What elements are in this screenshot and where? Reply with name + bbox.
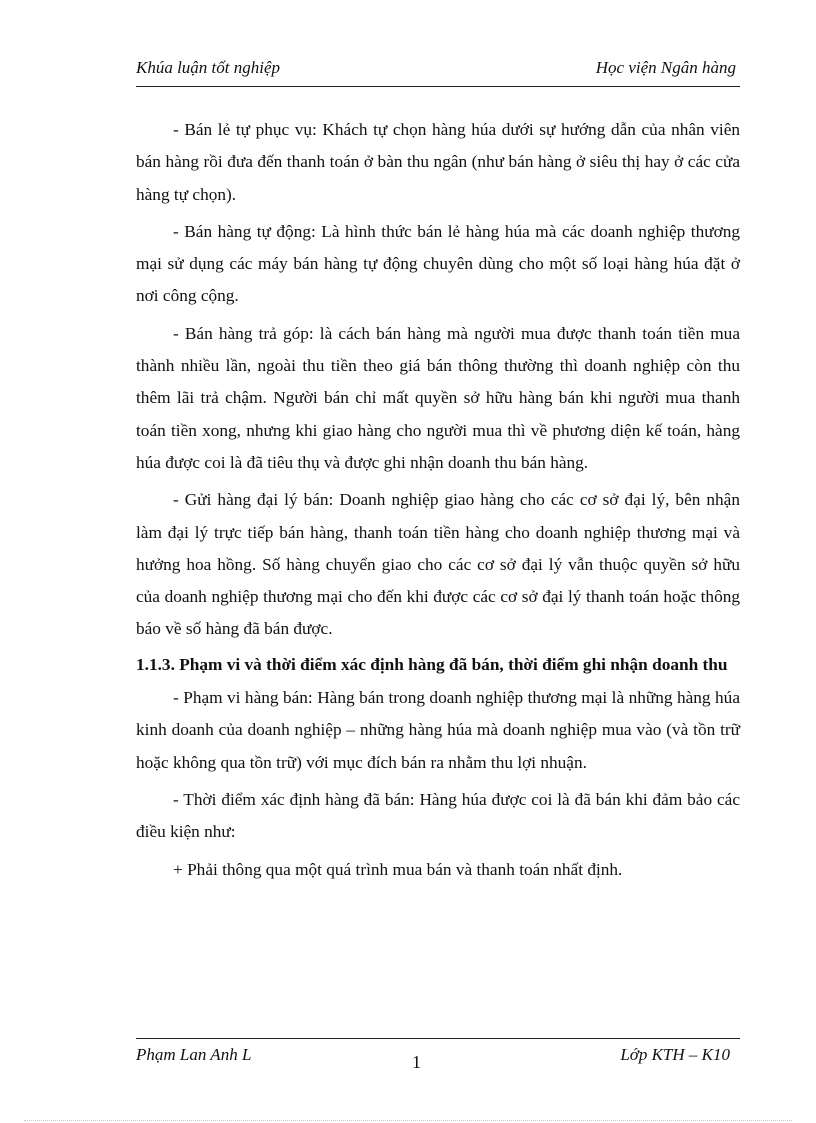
page-number: 1 [412, 1052, 421, 1072]
paragraph-sales-scope: - Phạm vi hàng bán: Hàng bán trong doanh nghiệp thương mại là những hàng húa kinh doanh của doanh nghiệp – những hàng húa mà doanh nghiệp mua vào (và tồn trữ hoặc không qua tồn trữ) với mục đích bán ra nhằm thu lợi nhuận. [136, 688, 740, 772]
paragraph-agency-sales: - Gửi hàng đại lý bán: Doanh nghiệp giao hàng cho các cơ sở đại lý, bên nhận làm đại lý trực tiếp bán hàng, thanh toán tiền hàng cho doanh nghiệp thương mại và hưởng hoa hồng. Số hàng chuyển giao cho các cơ sở đại lý vẫn thuộc quyền sở hữu của doanh nghiệp thương mại cho đến khi được các cơ sở đại lý thanh toán hoặc thông báo về số hàng đã bán được. [136, 490, 740, 639]
page-footer [136, 1038, 740, 1064]
page-bottom-divider [24, 1120, 792, 1121]
footer-class: Lớp KTH – K10 [620, 1045, 730, 1064]
paragraph-automatic-sales: - Bán hàng tự động: Là hình thức bán lẻ hàng húa mà các doanh nghiệp thương mại sử dụng các máy bán hàng tự động chuyên dùng cho một số loại hàng húa đặt ở nơi công cộng. [136, 221, 740, 306]
document-body [136, 114, 740, 891]
header-institution: Học viện Ngân hàng [595, 58, 736, 77]
page-header [136, 56, 740, 87]
paragraph-sales-timing: - Thời điểm xác định hàng đã bán: Hàng húa được coi là đã bán khi đảm bảo các điều kiện như: [136, 789, 740, 842]
section-heading: 1.1.3. Phạm vi và thời điểm xác định hàng đã bán, thời điểm ghi nhận doanh thu [136, 654, 728, 674]
paragraph-installment-sales: - Bán hàng trả góp: là cách bán hàng mà người mua được thanh toán tiền mua thành nhiều lần, ngoài thu tiền theo giá bán thông thường thì doanh nghiệp còn thu thêm lãi trả chậm. Người bán chỉ mất quyền sở hữu hàng bán khi người mua thanh toán tiền xong, nhưng khi giao hàng cho người mua thì về phương diện kế toán, hàng húa được coi là đã tiêu thụ và được ghi nhận doanh thu bán hàng. [136, 323, 740, 472]
paragraph-condition-item: + Phải thông qua một quá trình mua bán và thanh toán nhất định. [173, 859, 623, 879]
footer-author: Phạm Lan Anh L [136, 1045, 252, 1064]
paragraph-self-service: - Bán lẻ tự phục vụ: Khách tự chọn hàng húa dưới sự hướng dẫn của nhân viên bán hàng rồi đưa đến thanh toán ở bàn thu ngân (như bán hàng ở siêu thị hay ở các cửa hàng tự chọn). [136, 120, 740, 204]
header-thesis-title: Khúa luận tốt nghiệp [136, 58, 281, 77]
